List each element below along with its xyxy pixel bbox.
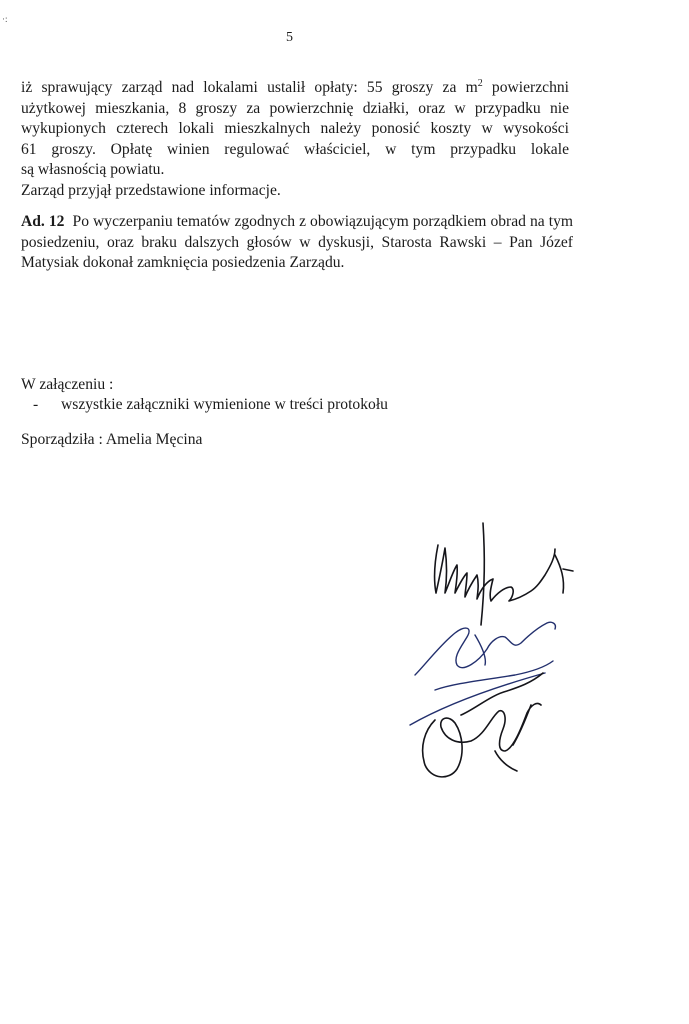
text-span: powierzchni <box>482 79 570 97</box>
paragraph-fees <box>21 74 569 201</box>
paragraph-line: są własnością powiatu. <box>21 161 165 179</box>
signature-middle <box>410 622 555 725</box>
attachments-heading: W załączeniu : <box>21 376 114 393</box>
prepared-by: Sporządziła : Amelia Męcina <box>21 431 203 448</box>
paragraph-ad-12 <box>21 212 573 274</box>
paragraph-line: użytkowej mieszkania, 8 groszy za powierzchnię działki, oraz w przypadku nie <box>21 99 569 117</box>
agenda-item-text: Po wyczerpaniu tematów zgodnych z obowiązującym porządkiem obrad na tym posiedzeniu, oraz braku dalszych głosów w dyskusji, Starosta Rawski – Pan Józef Matysiak dokonał zamknięcia posiedzenia Zarządu. <box>21 213 573 271</box>
bullet-dash: - <box>33 396 39 413</box>
page-number: 5 <box>286 30 293 45</box>
attachment-item-text: wszystkie załączniki wymienione w treści protokołu <box>61 396 388 413</box>
paragraph-line: Zarząd przyjął przedstawione informacje. <box>21 181 281 199</box>
text-span: iż sprawujący zarząd nad lokalami ustalił opłaty: 55 groszy za m <box>21 79 478 97</box>
paragraph-line: wykupionych czterech lokali mieszkalnych należy ponosić koszty w wysokości <box>21 120 569 138</box>
agenda-item-label: Ad. 12 <box>21 213 65 230</box>
paragraph-line: 61 groszy. Opłatę winien regulować właściciel, w tym przypadku lokale <box>21 140 569 158</box>
attachment-item <box>21 395 388 415</box>
signature-top <box>435 523 573 625</box>
signatures-image <box>395 515 595 805</box>
scan-corner-mark: ·: <box>2 14 8 24</box>
superscript: 2 <box>477 78 483 89</box>
paragraph-line <box>21 74 569 99</box>
attachments-section <box>21 375 388 415</box>
